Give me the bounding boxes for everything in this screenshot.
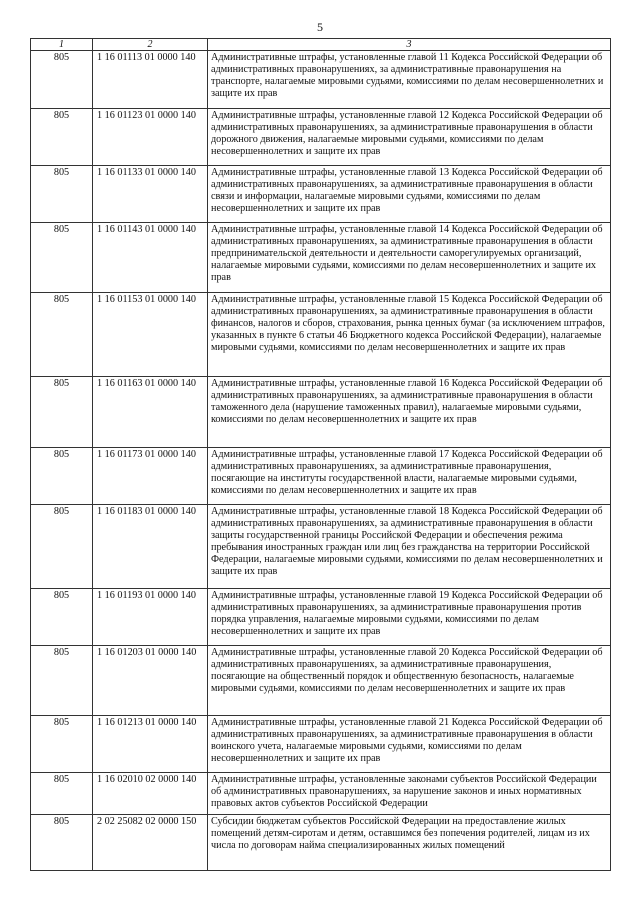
table-row	[31, 646, 611, 716]
budget-code-cell: 1 16 02010 02 0000 140	[93, 773, 208, 815]
table-row	[31, 377, 611, 448]
table-row	[31, 51, 611, 109]
admin-code-cell: 805	[31, 646, 93, 716]
admin-code-cell: 805	[31, 589, 93, 646]
description-cell: Административные штрафы, установленные главой 18 Кодекса Российской Федерации об административных правонарушениях, за административные правонарушения в области защиты государственной границы Российской Федерации и обеспечения режима пребывания иностранных граждан или лиц без гражданства на территории Российской Федерации, налагаемые мировыми судьями, комиссиями по делам несовершеннолетних и защите их прав	[208, 505, 611, 589]
description-cell: Административные штрафы, установленные главой 19 Кодекса Российской Федерации об административных правонарушениях, за административные правонарушения против порядка управления, налагаемые мировыми судьями, комиссиями по делам несовершеннолетних и защите их прав	[208, 589, 611, 646]
budget-code-cell: 1 16 01183 01 0000 140	[93, 505, 208, 589]
admin-code-cell: 805	[31, 815, 93, 871]
table-row	[31, 589, 611, 646]
table-row	[31, 109, 611, 166]
budget-code-cell: 1 16 01173 01 0000 140	[93, 448, 208, 505]
admin-code-cell: 805	[31, 716, 93, 773]
column-header-3: 3	[208, 39, 611, 51]
table-header-row	[31, 39, 611, 51]
description-cell: Административные штрафы, установленные главой 21 Кодекса Российской Федерации об административных правонарушениях, за административные правонарушения в области воинского учета, налагаемые мировыми судьями, комиссиями по делам несовершеннолетних и защите их прав	[208, 716, 611, 773]
admin-code-cell: 805	[31, 51, 93, 109]
description-cell: Административные штрафы, установленные главой 17 Кодекса Российской Федерации об административных правонарушениях, за административные правонарушения, посягающие на институты государственной власти, налагаемые мировыми судьями, комиссиями по делам несовершеннолетних и защите их прав	[208, 448, 611, 505]
admin-code-cell: 805	[31, 448, 93, 505]
table-row	[31, 166, 611, 223]
budget-code-cell: 1 16 01143 01 0000 140	[93, 223, 208, 293]
table-row	[31, 448, 611, 505]
table-row	[31, 293, 611, 377]
table-row	[31, 223, 611, 293]
admin-code-cell: 805	[31, 505, 93, 589]
table-body	[31, 51, 611, 871]
description-cell: Административные штрафы, установленные главой 11 Кодекса Российской Федерации об административных правонарушениях, за административные правонарушения на транспорте, налагаемые мировыми судьями, комиссиями по делам несовершеннолетних и защите их прав	[208, 51, 611, 109]
table-row	[31, 815, 611, 871]
description-cell: Административные штрафы, установленные главой 13 Кодекса Российской Федерации об административных правонарушениях, за административные правонарушения в области связи и информации, налагаемые мировыми судьями, комиссиями по делам несовершеннолетних и защите их прав	[208, 166, 611, 223]
description-cell: Административные штрафы, установленные главой 16 Кодекса Российской Федерации об административных правонарушениях, за административные правонарушения в области таможенного дела (нарушение таможенных правил), налагаемые мировыми судьями, комиссиями по делам несовершеннолетних и защите их прав	[208, 377, 611, 448]
column-header-1: 1	[31, 39, 93, 51]
description-cell: Административные штрафы, установленные законами субъектов Российской Федерации об административных правонарушениях, за нарушение законов и иных нормативных правовых актов субъектов Российской Федерации	[208, 773, 611, 815]
budget-code-cell: 1 16 01123 01 0000 140	[93, 109, 208, 166]
admin-code-cell: 805	[31, 773, 93, 815]
admin-code-cell: 805	[31, 377, 93, 448]
description-cell: Административные штрафы, установленные главой 15 Кодекса Российской Федерации об административных правонарушениях, за административные правонарушения в области финансов, налогов и сборов, страхования, рынка ценных бумаг (за исключением штрафов, указанных в пункте 6 статьи 46 Бюджетного кодекса Российской Федерации), налагаемые мировыми судьями, комиссиями по делам несовершеннолетних и защите их прав	[208, 293, 611, 377]
budget-code-cell: 1 16 01153 01 0000 140	[93, 293, 208, 377]
budget-code-cell: 1 16 01193 01 0000 140	[93, 589, 208, 646]
table-row	[31, 716, 611, 773]
column-header-2: 2	[93, 39, 208, 51]
description-cell: Административные штрафы, установленные главой 12 Кодекса Российской Федерации об административных правонарушениях, за административные правонарушения в области дорожного движения, налагаемые мировыми судьями, комиссиями по делам несовершеннолетних и защите их прав	[208, 109, 611, 166]
description-cell: Административные штрафы, установленные главой 20 Кодекса Российской Федерации об административных правонарушениях, за административные правонарушения, посягающие на общественный порядок и общественную безопасность, налагаемые мировыми судьями, комиссиями по делам несовершеннолетних и защите их прав	[208, 646, 611, 716]
admin-code-cell: 805	[31, 109, 93, 166]
admin-code-cell: 805	[31, 166, 93, 223]
admin-code-cell: 805	[31, 223, 93, 293]
table-row	[31, 505, 611, 589]
budget-code-cell: 1 16 01213 01 0000 140	[93, 716, 208, 773]
budget-codes-table	[30, 38, 611, 871]
budget-code-cell: 2 02 25082 02 0000 150	[93, 815, 208, 871]
budget-code-cell: 1 16 01203 01 0000 140	[93, 646, 208, 716]
admin-code-cell: 805	[31, 293, 93, 377]
budget-code-cell: 1 16 01113 01 0000 140	[93, 51, 208, 109]
budget-code-cell: 1 16 01163 01 0000 140	[93, 377, 208, 448]
budget-code-cell: 1 16 01133 01 0000 140	[93, 166, 208, 223]
description-cell: Административные штрафы, установленные главой 14 Кодекса Российской Федерации об административных правонарушениях, за административные правонарушения в области предпринимательской деятельности и деятельности саморегулируемых организаций, налагаемые мировыми судьями, комиссиями по делам несовершеннолетних и защите их прав	[208, 223, 611, 293]
table-row	[31, 773, 611, 815]
description-cell: Субсидии бюджетам субъектов Российской Федерации на предоставление жилых помещений детям-сиротам и детям, оставшимся без попечения родителей, лицам из их числа по договорам найма специализированных жилых помещений	[208, 815, 611, 871]
page-number: 5	[317, 20, 323, 34]
